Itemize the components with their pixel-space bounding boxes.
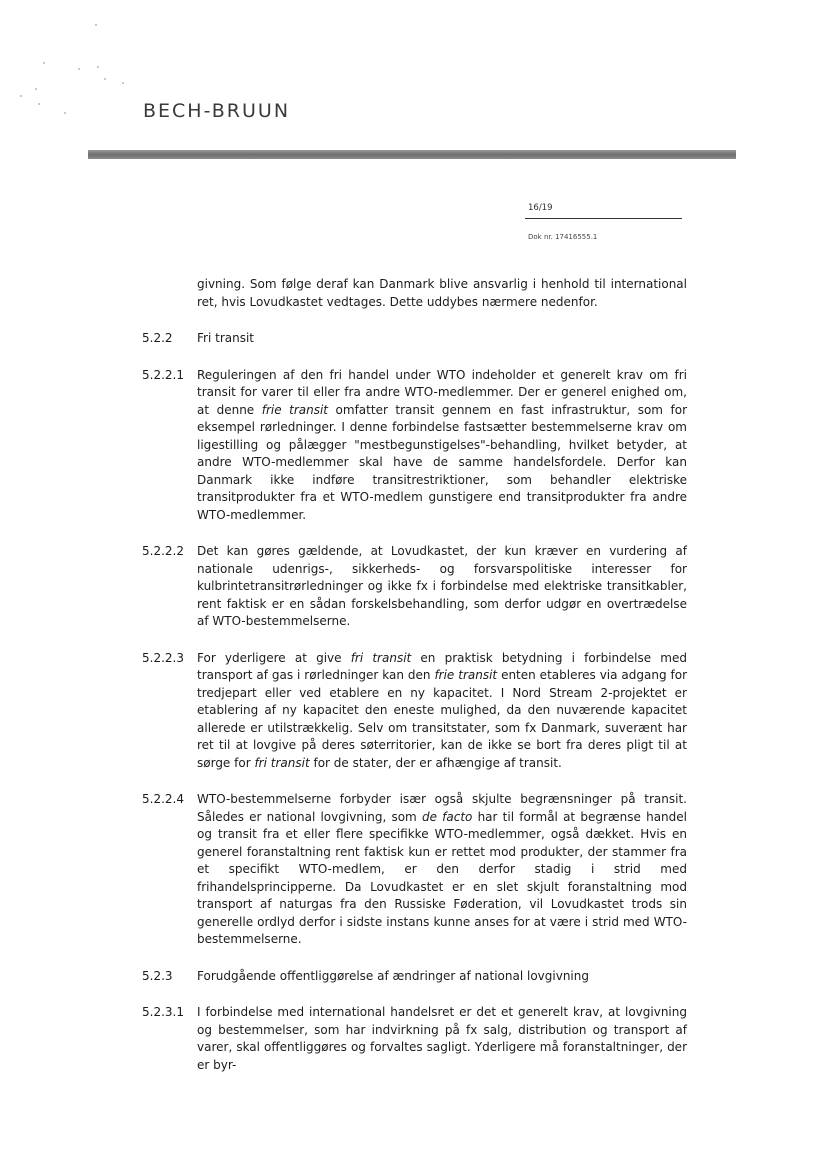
scan-speck [122, 82, 124, 84]
company-logo: BECH-BRUUN [143, 100, 291, 122]
scan-speck [97, 66, 99, 68]
document-number: Dok nr. 17416555.1 [528, 233, 598, 241]
paragraph-number [142, 276, 197, 311]
paragraph-text: WTO-bestemmelserne forbyder især også skjulte begrænsninger på transit. Således er national lovgivning, som de facto har til formål at begrænse handel og transit fra et eller flere specifikke WTO-medlemmer, også dækket. Hvis en generel foranstaltning rent faktisk kun er rettet mod produkter, der stammer fra et specifikt WTO-medlem, er den derfor stadig i strid med frihandelsprincipperne. Da Lovudkastet er en slet skjult foranstaltning mod transport af naturgas fra den Russiske Føderation, vil Lovudkastet trods sin generelle ordlyd derfor i sidste instans kunne anses for at være i strid med WTO-bestemmelserne. [197, 792, 687, 946]
scan-speck [20, 95, 22, 97]
paragraph-number: 5.2.3.1 [142, 1005, 184, 1019]
section-title: Fri transit [197, 331, 254, 345]
scan-speck [78, 68, 80, 70]
section-heading [142, 330, 687, 348]
page-number: 16/19 [528, 203, 553, 213]
paragraph-text: For yderligere at give fri transit en praktisk betydning i forbindelse med transport af gas i rørledninger kan den frie transit enten etableres via adgang for tredjepart eller ved etablere en ny kapacitet. I Nord Stream 2-projektet er etablering af ny kapacitet den eneste mulighed, da den nuværende kapacitet allerede er utilstrækkelig. Selv om transitstater, som fx Danmark, suverænt har ret til at lovgive på deres søterritorier, kan de ikke se bort fra deres pligt til at sørge for fri transit for de stater, der er afhængige af transit. [197, 650, 688, 770]
paragraph-number: 5.2.2.2 [142, 544, 184, 558]
page-number-rule [525, 218, 682, 219]
paragraph-text: I forbindelse med international handelsret er det et generelt krav, at lovgivning og bestemmelser, som har indvirkning på fx salg, distribution og transport af varer, skal offentliggøres og forvaltes sagligt. Yderligere må foranstaltninger, der er byr- [197, 1005, 687, 1072]
paragraph-number: 5.2.2.4 [142, 792, 184, 806]
paragraph [142, 1004, 687, 1074]
paragraph [142, 367, 687, 525]
scan-speck [64, 112, 66, 114]
header-divider [88, 150, 736, 159]
paragraph-continuation [142, 276, 687, 311]
scan-speck [35, 88, 37, 90]
scan-speck [38, 103, 40, 105]
paragraph-text: Det kan gøres gældende, at Lovudkastet, der kun kræver en vurdering af nationale udenrigs-, sikkerheds- og forsvarspolitiske interesser for kulbrintetransitrørledninger og ikke fx i forbindelse med elektriske transitkabler, rent faktisk er en sådan forskelsbehandling, som derfor udgør en overtrædelse af WTO-bestemmelserne. [197, 544, 687, 628]
scan-speck [43, 62, 45, 64]
paragraph [142, 791, 687, 949]
paragraph-number: 5.2.2.3 [142, 650, 184, 665]
section-title: Forudgående offentliggørelse af ændringer af national lovgivning [197, 968, 589, 983]
paragraph [142, 650, 687, 773]
document-body [142, 276, 687, 1074]
scan-speck [104, 78, 106, 80]
section-number: 5.2.2 [142, 331, 173, 345]
paragraph-text: Reguleringen af den fri handel under WTO indeholder et generelt krav om fri transit for varer til eller fra andre WTO-medlemmer. Der er generel enighed om, at denne frie transit omfatter transit gennem en fast infrastruktur, som for eksempel rørledninger. I denne forbindelse fastsætter bestemmelserne krav om ligestilling og pålægger "mestbegunstigelses"-behandling, hvilket betyder, at andre WTO-medlemmer skal have de samme handelsfordele. Derfor kan Danmark ikke indføre transitrestriktioner, som behandler elektriske transitprodukter fra et WTO-medlem gunstigere end transitprodukter fra andre WTO-medlemmer. [197, 367, 688, 522]
paragraph [142, 543, 687, 631]
section-heading [142, 968, 687, 986]
section-number: 5.2.3 [142, 968, 173, 983]
scan-speck [95, 24, 97, 26]
paragraph-text: givning. Som følge deraf kan Danmark blive ansvarlig i henhold til international ret, hvis Lovudkastet vedtages. Dette uddybes nærmere nedenfor. [197, 277, 687, 309]
paragraph-number: 5.2.2.1 [142, 367, 184, 382]
